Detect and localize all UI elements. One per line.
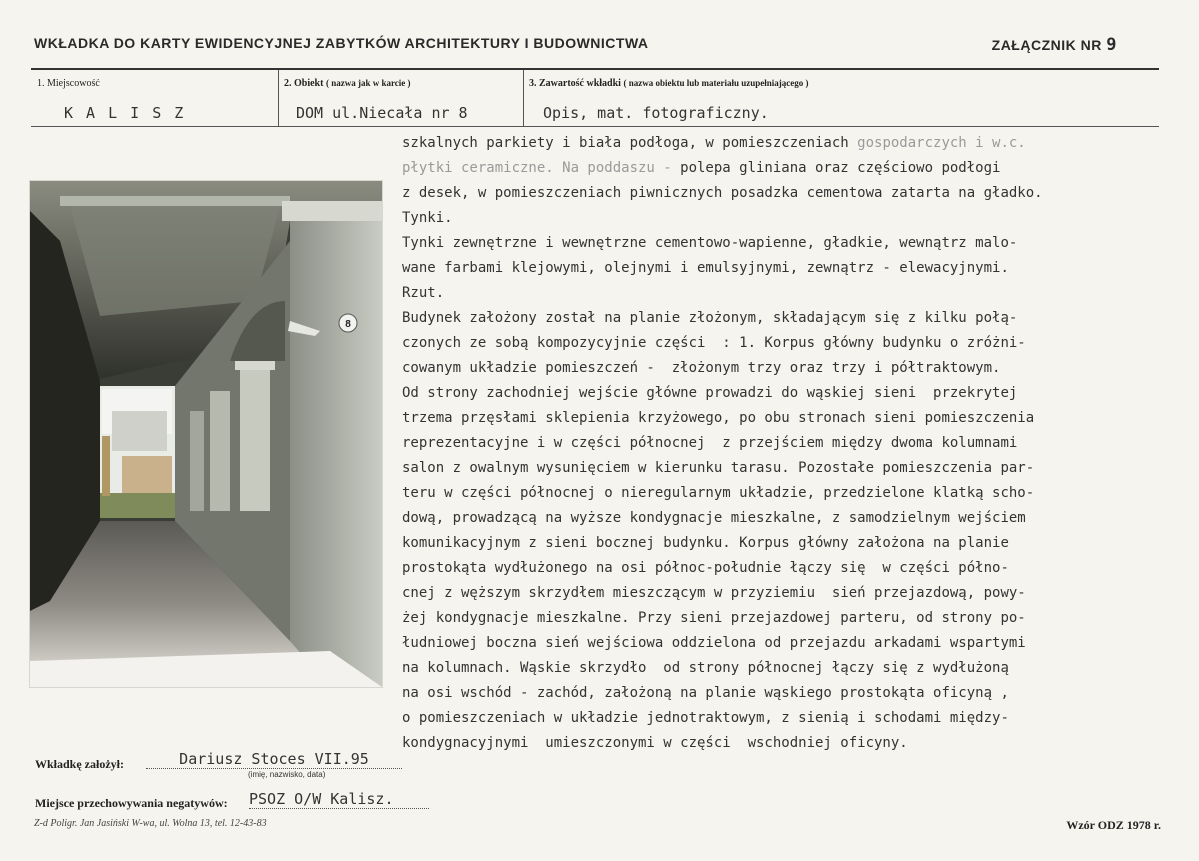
body-line-1-main: polepa gliniana oraz częściowo podłogi bbox=[671, 160, 1001, 176]
body-line-0-main: szkalnych parkiety i biała podłoga, w pomieszczeniach bbox=[402, 135, 858, 151]
author-note: (imię, nazwisko, data) bbox=[248, 770, 326, 779]
body-line-7: Budynek założony został na planie złożonym, składającym się z kilku połą- bbox=[402, 310, 1018, 326]
body-line-14: teru w części północnej o nieregularnym układzie, przedzielone klatką scho- bbox=[402, 485, 1035, 501]
body-line-1 bbox=[402, 156, 1162, 181]
printer-imprint: Z-d Poligr. Jan Jasiński W-wa, ul. Wolna 13, tel. 12-43-83 bbox=[34, 818, 267, 829]
body-line-21: na kolumnach. Wąskie skrzydło od strony północnej łączy się z wydłużoną bbox=[402, 660, 1009, 676]
field-2-label bbox=[284, 78, 411, 89]
body-line-4: Tynki zewnętrzne i wewnętrzne cementowo-wapienne, gładkie, wewnątrz malo- bbox=[402, 235, 1018, 251]
courtyard-passage-photo bbox=[30, 181, 382, 687]
header-rule bbox=[31, 68, 1159, 70]
body-line-17: prostokąta wydłużonego na osi północ-południe łączy się w części półno- bbox=[402, 560, 1009, 576]
body-line-19: żej kondygnacje mieszkalne. Przy sieni przejazdowej parteru, od strony po- bbox=[402, 610, 1026, 626]
form-model: Wzór ODZ 1978 r. bbox=[1066, 818, 1161, 832]
body-line-20: łudniowej boczna sień wejściowa oddzielona od przejazdu arkadami wspartymi bbox=[402, 635, 1026, 651]
field-2-label-main: 2. Obiekt bbox=[284, 78, 324, 89]
body-line-18: cnej z węższym skrzydłem mieszczącym w przyziemiu sień przejazdową, powy- bbox=[402, 585, 1026, 601]
house-number-plate: 8 bbox=[345, 319, 351, 330]
body-line-0-faint: gospodarczych i w.c. bbox=[857, 135, 1026, 151]
field-3-value: Opis, mat. fotograficzny. bbox=[543, 104, 769, 122]
body-line-23: o pomieszczeniach w układzie jednotraktowym, z sienią i schodami między- bbox=[402, 710, 1009, 726]
body-line-13: salon z owalnym wysunięciem w kierunku tarasu. Pozostałe pomieszczenia par- bbox=[402, 460, 1035, 476]
field-2-value: DOM ul.Niecała nr 8 bbox=[296, 104, 468, 122]
body-line-10: Od strony zachodniej wejście główne prowadzi do wąskiej sieni przekrytej bbox=[402, 385, 1018, 401]
field-1-label bbox=[37, 78, 100, 89]
photo-frame bbox=[29, 180, 383, 688]
body-line-5: wane farbami klejowymi, olejnymi i emulsyjnymi, zewnątrz - elewacyjnymi. bbox=[402, 260, 1009, 276]
body-line-8: czonych ze sobą kompozycyjnie części : 1. Korpus główny budynku o zróżni- bbox=[402, 335, 1026, 351]
body-line-2: z desek, w pomieszczeniach piwnicznych posadzka cementowa zatarta na gładko. bbox=[402, 185, 1043, 201]
author-label: Wkładkę założył: bbox=[35, 757, 124, 771]
field-3-label-note: ( nazwa obiektu lub materiału uzupełniającego ) bbox=[623, 78, 809, 88]
fields-bottom-rule bbox=[31, 126, 1159, 127]
field-3-label bbox=[529, 78, 808, 89]
negatives-label: Miejsce przechowywania negatywów: bbox=[35, 796, 228, 810]
body-line-22: na osi wschód - zachód, założoną na planie wąskiego prostokąta oficyną , bbox=[402, 685, 1009, 701]
body-line-15: dową, prowadzącą na wyższe kondygnacje mieszkalne, z samodzielnym wejściem bbox=[402, 510, 1026, 526]
field-3-label-main: 3. Zawartość wkładki bbox=[529, 78, 621, 89]
annex-label bbox=[992, 35, 1117, 55]
field-1-label-main: 1. Miejscowość bbox=[37, 78, 100, 89]
form-title: WKŁADKA DO KARTY EWIDENCYJNEJ ZABYTKÓW ARCHITEKTURY I BUDOWNICTWA bbox=[34, 35, 649, 51]
body-line-24: kondygnacyjnymi umieszczonymi w części wschodniej oficyny. bbox=[402, 735, 908, 751]
body-line-0 bbox=[402, 131, 1162, 156]
field-divider-1 bbox=[278, 70, 279, 126]
body-line-1-faint: płytki ceramiczne. Na poddaszu - bbox=[402, 160, 672, 176]
body-line-11: trzema przęsłami sklepienia krzyżowego, po obu stronach sieni pomieszczenia bbox=[402, 410, 1035, 426]
body-line-16: komunikacyjnym z sieni bocznej budynku. Korpus główny założona na planie bbox=[402, 535, 1009, 551]
author-value: Dariusz Stoces VII.95 bbox=[146, 750, 402, 769]
field-1-value: K A L I S Z bbox=[64, 104, 186, 122]
body-line-3: Tynki. bbox=[402, 210, 453, 226]
field-2-label-note: ( nazwa jak w karcie ) bbox=[325, 78, 411, 88]
annex-number: 9 bbox=[1106, 35, 1117, 55]
field-divider-2 bbox=[523, 70, 524, 126]
description-text bbox=[402, 131, 1162, 756]
negatives-value: PSOZ O/W Kalisz. bbox=[249, 790, 429, 809]
annex-label-text: ZAŁĄCZNIK NR bbox=[991, 37, 1102, 53]
body-line-12: reprezentacyjne i w części północnej z przejściem między dwoma kolumnami bbox=[402, 435, 1018, 451]
body-line-6: Rzut. bbox=[402, 285, 445, 301]
body-line-9: cowanym układzie pomieszczeń - złożonym trzy oraz trzy i półtraktowym. bbox=[402, 360, 1001, 376]
